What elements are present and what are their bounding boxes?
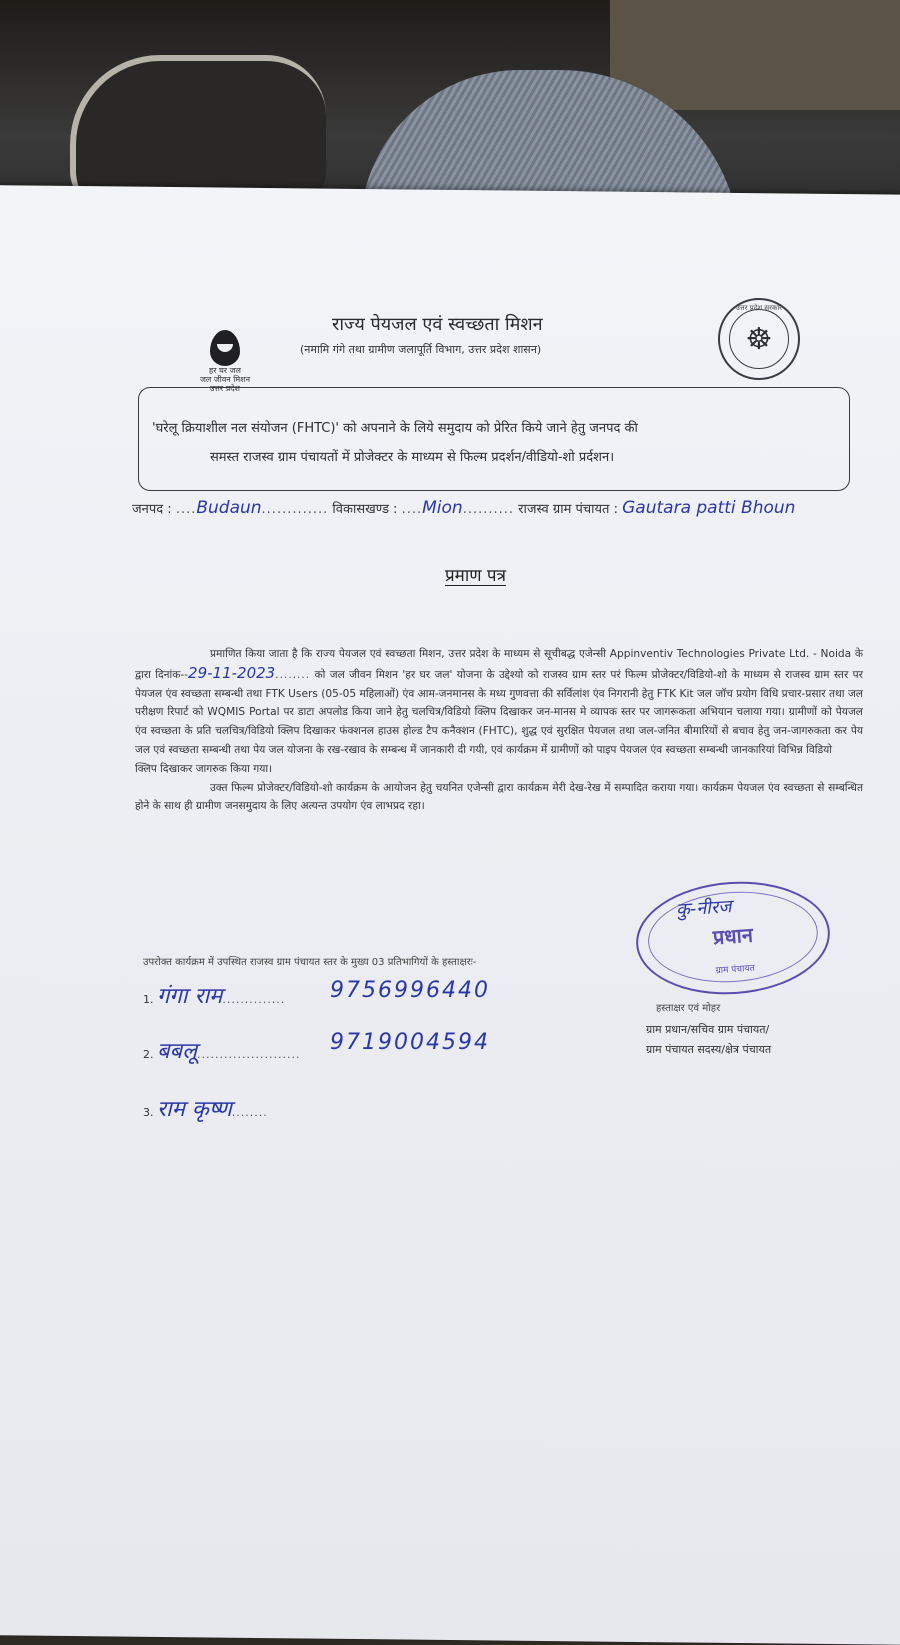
participant-signature: बबलू bbox=[157, 1039, 198, 1064]
body-text-start: प्रमाणित किया जाता है कि राज्य पेयजल एवं स्वच्छता मिशन, उत्तर प्रदेश के माध्यम से सूचीबद्ध एजेन्सी Appinventiv Technologies Private Ltd. - Noida के द्वारा दिनांक-- bbox=[135, 648, 863, 681]
stamp-title: प्रधान bbox=[712, 922, 754, 950]
district-label: जनपद : bbox=[132, 502, 172, 517]
participant-signature: राम कृष्ण bbox=[157, 1097, 232, 1122]
water-drop-icon bbox=[210, 330, 240, 366]
page-title: राज्य पेयजल एवं स्वच्छता मिशन bbox=[332, 314, 543, 335]
participant-signature: गंगा राम bbox=[157, 984, 223, 1009]
location-fields: जनपद : ....Budaun............. विकासखण्ड : ....Mion.......... राजस्व ग्राम पंचायत : Gautara patti Bhoun bbox=[132, 498, 796, 518]
district-value: Budaun bbox=[196, 498, 262, 518]
panchayat-label: राजस्व ग्राम पंचायत : bbox=[518, 502, 618, 517]
certificate-body: प्रमाणित किया जाता है कि राज्य पेयजल एवं स्वच्छता मिशन, उत्तर प्रदेश के माध्यम से सूचीबद्ध एजेन्सी Appinventiv Technologies Private Ltd. - Noida के द्वारा दिनांक--29-11-2023........ को जल जीवन मिशन 'हर घर जल' योजना के उद्देश्यो को राजस्व ग्राम स्तर परं फिल्म प्रोजेक्टर/विडियो-शो के माध्यम से राजस्व ग्राम स्तर पर पेयजल एंव स्वच्छता सम्बन्धी तथा FTK Users (05-05 महिलाओं) एंव आम-जनमानस के मध्य गुणवत्ता की सर्विलांश एंव निगरानी हेतु FTK Kit जल जॉच प्रयोग विधि प्रचार-प्रसार तथा जल परीक्षण रिपार्ट को WQMIS Portal पर डाटा अपलोड किया जाने हेतु चलचित्र/विडियो क्लिप दिखाकर जन-मानस मे व्यापक स्तर पर जागरूकता अभियान चलाया गया। ग्रामीणों को पेयजल एंव स्वच्छता के प्रति चलचित्र/विडियो क्लिप दिखाकर फंक्शनल हाउस होल्ड टैप कनैक्शन (FHTC), शुद्ध एवं सुरक्षित पेयजल तथा जल-जनित बीमारियों से बचाव हेतु जन-जागरुकता कर पेय जल एवं स्वच्छता सम्बन्धी तथा पेय जल योजना के रख-रखाव के सम्बन्ध में जानकारी दी गयी, एवं कार्यक्रम में ग्रामीणों को पाइप पेयजल एंव स्वच्छता सम्बन्धी जानकारियां विभिन्न विडियो क्लिप दिखाकर जागरुक किया गया। उक्त फिल्म प्रोजेक्टर/विडियो-शो कार्यक्रम के आयोजन हेतु चयनित एजेन्सी द्वारा कार्यक्रम मेरी देख-रेख में सम्पादित कराया गया। कार्यक्रम पेयजल एंव स्वच्छता से सम्बन्धित होने के साथ ही ग्रामीण जनसमुदाय के लिए अत्यन्त उपयोग एंव लाभप्रद रहा। bbox=[135, 645, 863, 816]
event-date: 29-11-2023 bbox=[188, 663, 276, 682]
participant-phone: 9756996440 bbox=[330, 978, 490, 1003]
subject-line-1: 'घरेलू क्रियाशील नल संयोजन (FHTC)' को अपनाने के लिये समुदाय को प्रेरित किये जाने हेतु जनपद की bbox=[152, 421, 638, 436]
participant-phone: 9719004594 bbox=[330, 1030, 490, 1055]
participant-number: 2. bbox=[143, 1048, 154, 1061]
signatory-role-line2: ग्राम पंचायत सदस्य/क्षेत्र पंचायत bbox=[646, 1043, 772, 1056]
block-label: विकासखण्ड : bbox=[332, 502, 398, 517]
pradhan-signature: कु-नीरज bbox=[675, 896, 733, 921]
stamp-bottom-text: ग्राम पंचायत bbox=[715, 963, 756, 977]
subject-line-2: समस्त राजस्व ग्राम पंचायतों में प्रोजेक्टर के माध्यम से फिल्म प्रदर्शन/वीडियो-शो प्रर्दशन। bbox=[210, 450, 615, 465]
body-text-end: क्लिप दिखाकर जागरुक किया गया। bbox=[135, 762, 273, 775]
participant-row: 3. राम कृष्ण........ bbox=[143, 1097, 268, 1122]
logo-text-line1: हर घर जल bbox=[209, 366, 241, 375]
body-paragraph-2: उक्त फिल्म प्रोजेक्टर/विडियो-शो कार्यक्रम के आयोजन हेतु चयनित एजेन्सी द्वारा कार्यक्रम मेरी देख-रेख में सम्पादित कराया गया। कार्यक्रम पेयजल एंव स्वच्छता से सम्बन्धित होने के साथ ही ग्रामीण जनसमुदाय के लिए अत्यन्त उपयोग एंव लाभप्रद रहा। bbox=[135, 781, 863, 813]
participant-number: 1. bbox=[143, 993, 154, 1006]
logo-text-line2: जल जीवन मिशन bbox=[199, 375, 251, 384]
signatory-role-line1: ग्राम प्रधान/सचिव ग्राम पंचायत/ bbox=[646, 1023, 770, 1036]
document-heading: प्रमाण पत्र bbox=[445, 566, 506, 586]
participants-intro: उपरोक्त कार्यक्रम में उपस्थित राजस्व ग्राम पंचायत स्तर के मुख्य 03 प्रतिभागियों के हस्ताक्षरः- bbox=[143, 957, 477, 968]
block-value: Mion bbox=[422, 498, 463, 518]
up-government-emblem bbox=[718, 298, 800, 380]
subject-box bbox=[138, 387, 850, 491]
jal-jeevan-mission-logo bbox=[190, 330, 260, 393]
page-subtitle: (नमामि गंगे तथा ग्रामीण जलापूर्ति विभाग, उत्तर प्रदेश शासन) bbox=[300, 343, 542, 356]
participant-row: 2. बबलू....................... bbox=[143, 1039, 301, 1064]
body-text-main: को जल जीवन मिशन 'हर घर जल' योजना के उद्देश्यो को राजस्व ग्राम स्तर परं फिल्म प्रोजेक्टर/विडियो-शो के माध्यम से राजस्व ग्राम स्तर पर पेयजल एंव स्वच्छता सम्बन्धी तथा FTK Users (05-05 महिलाओं) एंव आम-जनमानस के मध्य गुणवत्ता की सर्विलांश एंव निगरानी हेतु FTK Kit जल जॉच प्रयोग विधि प्रचार-प्रसार तथा जल परीक्षण रिपार्ट को WQMIS Portal पर डाटा अपलोड किया जाने हेतु चलचित्र/विडियो क्लिप दिखाकर जन-मानस मे व्यापक स्तर पर जागरूकता अभियान चलाया गया। ग्रामीणों को पेयजल एंव स्वच्छता के प्रति चलचित्र/विडियो क्लिप दिखाकर फंक्शनल हाउस होल्ड टैप कनैक्शन (FHTC), शुद्ध एवं सुरक्षित पेयजल तथा जल-जनित बीमारियों से बचाव हेतु जन-जागरुकता कर पेय जल एवं स्वच्छता सम्बन्धी तथा पेय जल योजना के रख-रखाव के सम्बन्ध में जानकारी दी गयी, एवं कार्यक्रम में ग्रामीणों को पाइप पेयजल एंव स्वच्छता सम्बन्धी जानकारियां विभिन्न विडियो bbox=[135, 668, 863, 756]
participant-row: 1. गंगा राम.............. bbox=[143, 984, 286, 1009]
signature-caption: हस्ताक्षर एवं मोहर bbox=[656, 1003, 721, 1014]
pradhan-stamp bbox=[632, 875, 833, 1000]
participant-number: 3. bbox=[143, 1106, 154, 1119]
panchayat-value: Gautara patti Bhoun bbox=[622, 498, 796, 518]
emblem-text: उत्तर प्रदेश सरकार bbox=[735, 304, 783, 312]
logo-text-line3: उत्तर प्रदेश bbox=[210, 384, 240, 393]
emblem-icon: ☸ bbox=[729, 309, 789, 369]
